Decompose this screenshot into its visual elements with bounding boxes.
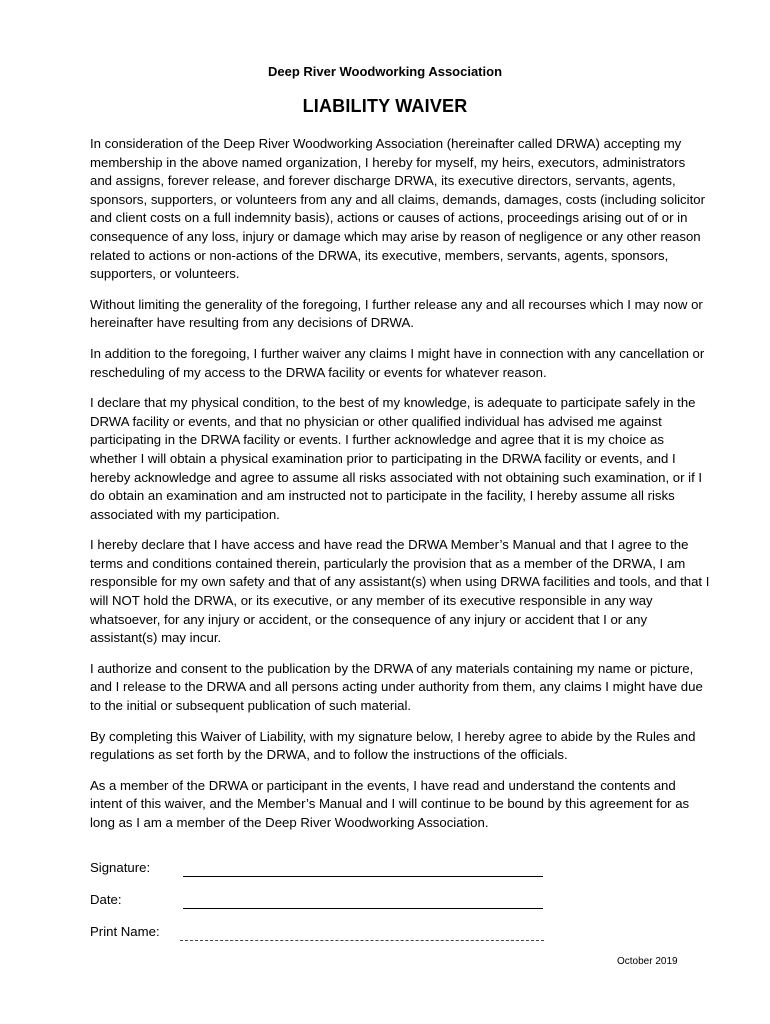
signature-block [90,860,560,956]
organization-name: Deep River Woodworking Association [267,64,503,79]
paragraph-cancellation: In addition to the foregoing, I further waiver any claims I might have in connection with any cancellation or rescheduling of my access to the DRWA facility or events for whatever reason. [90,345,705,380]
signature-field[interactable] [183,876,543,877]
signature-row [90,860,560,892]
paragraph-physical-condition: I declare that my physical condition, to the best of my knowledge, is adequate to participate safely in the DRWA facility or events, and that no physician or other qualified individual has advised me against participating in the DRWA facility or events. I further acknowledge and agree that it is my choice as whether I will obtain a physical examination prior to participating in the DRWA facility or events, and I hereby acknowledge and agree to assume all risks associated with not obtaining such examination, or if I do obtain an examination and am instructed not to participate in the facility, I hereby assume all risks associated with my participation. [90,395,703,522]
paragraph-recourses: Without limiting the generality of the foregoing, I further release any and all recourses which I may now or hereinafter have resulting from any decisions of DRWA. [90,296,703,331]
paragraph-consideration: In consideration of the Deep River Woodworking Association (hereinafter called DRWA) accepting my membership in the above named organization, I hereby for myself, my heirs, executors, administrators and assigns, forever release, and forever discharge DRWA, its executive directors, servants, agents, sponsors, supporters, or volunteers from any and all claims, demands, damages, costs (including solicitor and client costs on a full indemnity basis), actions or causes of actions, proceedings arising out of or in consequence of any loss, injury or damage which may arise by reason of negligence or any other reason related to actions or non-actions of the DRWA, its executive, members, servants, agents, sponsors, supporters, or volunteers. [90,136,705,282]
paragraph-acknowledgement: As a member of the DRWA or participant in the events, I have read and understand the contents and intent of this waiver, and the Member’s Manual and I will continue to be bound by this agreement for as long as I am a member of the Deep River Woodworking Association. [90,777,690,830]
print-name-label: Print Name: [90,924,160,939]
footer-date: October 2019 [617,956,678,967]
signature-label: Signature: [90,860,151,875]
document-title: LIABILITY WAIVER [302,96,468,116]
paragraph-publication-consent: I authorize and consent to the publication by the DRWA of any materials containing my name or picture, and I release to the DRWA and all persons acting under authority from them, any claims I might have due to the initial or subsequent publication of such material. [90,660,703,714]
paragraph-rules-agreement: By completing this Waiver of Liability, with my signature below, I hereby agree to abide by the Rules and regulations as set forth by the DRWA, and to follow the instructions of the officials. [90,728,696,763]
waiver-body [90,135,710,845]
print-name-row [90,924,560,956]
date-label: Date: [90,892,122,907]
paragraph-members-manual: I hereby declare that I have access and have read the DRWA Member’s Manual and that I agree to the terms and conditions contained therein, particularly the provision that as a member of the DRWA, I am responsible for my own safety and that of any assistant(s) when using DRWA facilities and tools, and that I will NOT hold the DRWA, or its executive, or any member of its executive responsible in any way whatsoever, for any injury or accident, or the consequence of any injury or accident that I or any assistant(s) may incur. [90,537,710,646]
date-row [90,892,560,924]
print-name-field[interactable] [180,940,544,941]
date-field[interactable] [183,908,543,909]
